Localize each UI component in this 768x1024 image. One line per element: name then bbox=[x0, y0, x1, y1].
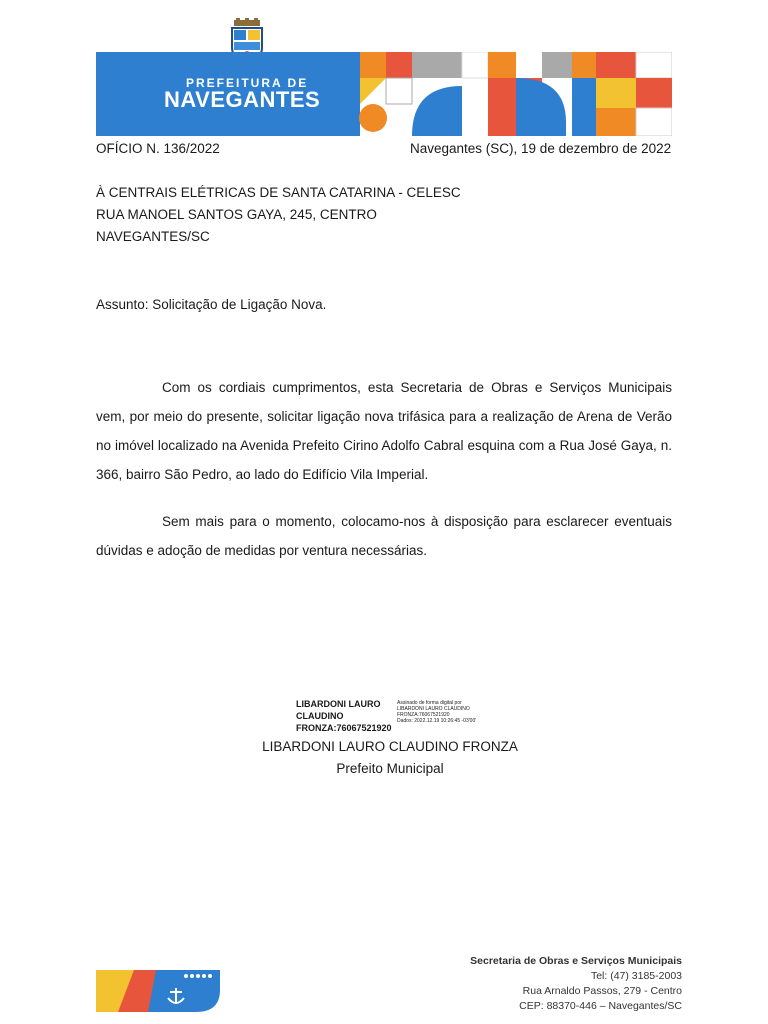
stamp-info-line: LIBARDONI LAURO CLAUDINO bbox=[397, 706, 470, 712]
footer-department: Secretaria de Obras e Serviços Municipais bbox=[470, 955, 682, 967]
letter-number: OFÍCIO N. 136/2022 bbox=[96, 141, 220, 156]
stamp-info-line: Assinado de forma digital por bbox=[397, 700, 462, 706]
stamp-name-line: FRONZA:76067521920 bbox=[296, 723, 392, 733]
recipient-line-2: RUA MANOEL SANTOS GAYA, 245, CENTRO bbox=[96, 207, 377, 222]
place-date: Navegantes (SC), 19 de dezembro de 2022 bbox=[410, 141, 672, 156]
subject-label: Assunto: bbox=[96, 297, 149, 312]
org-name-line1: PREFEITURA DE bbox=[186, 76, 309, 90]
stamp-name-line: LIBARDONI LAURO bbox=[296, 699, 381, 709]
signature-stamp-info bbox=[397, 700, 497, 724]
stamp-info-line: FRONZA:76067521920 bbox=[397, 712, 450, 718]
footer-phone: Tel: (47) 3185-2003 bbox=[590, 970, 682, 982]
stamp-name-line: CLAUDINO bbox=[296, 711, 344, 721]
footer-address: Rua Arnaldo Passos, 279 - Centro bbox=[522, 985, 682, 997]
footer-cep: CEP: 88370-446 – Navegantes/SC bbox=[519, 1000, 682, 1012]
org-name-line2: NAVEGANTES bbox=[164, 87, 321, 112]
signer-title: Prefeito Municipal bbox=[336, 761, 444, 776]
signature-stamp-name bbox=[296, 698, 396, 734]
stamp-info-line: Dados: 2022.12.19 10:26:45 -03'00' bbox=[397, 718, 477, 724]
paragraph-1: Com os cordiais cumprimentos, esta Secretaria de Obras e Serviços Municipais vem, por meio do presente, solicitar ligação nova trifásica para a realização de Arena de Verão no imóvel localizado na Avenida Prefeito Cirino Adolfo Cabral esquina com a Rua José Gaya, n. 366, bairro São Pedro, ao lado do Edifício Vila Imperial. bbox=[96, 380, 672, 482]
signer-name: LIBARDONI LAURO CLAUDINO FRONZA bbox=[262, 739, 518, 754]
paragraph-2: Sem mais para o momento, colocamo-nos à disposição para esclarecer eventuais dúvidas e adoção de medidas por ventura necessárias. bbox=[96, 514, 672, 558]
recipient-line-1: À CENTRAIS ELÉTRICAS DE SANTA CATARINA - CELESC bbox=[96, 185, 461, 200]
subject bbox=[96, 297, 326, 312]
footer-logo-icon bbox=[96, 970, 220, 1012]
recipient-line-3: NAVEGANTES/SC bbox=[96, 229, 210, 244]
subject-text: Solicitação de Ligação Nova. bbox=[148, 297, 327, 312]
